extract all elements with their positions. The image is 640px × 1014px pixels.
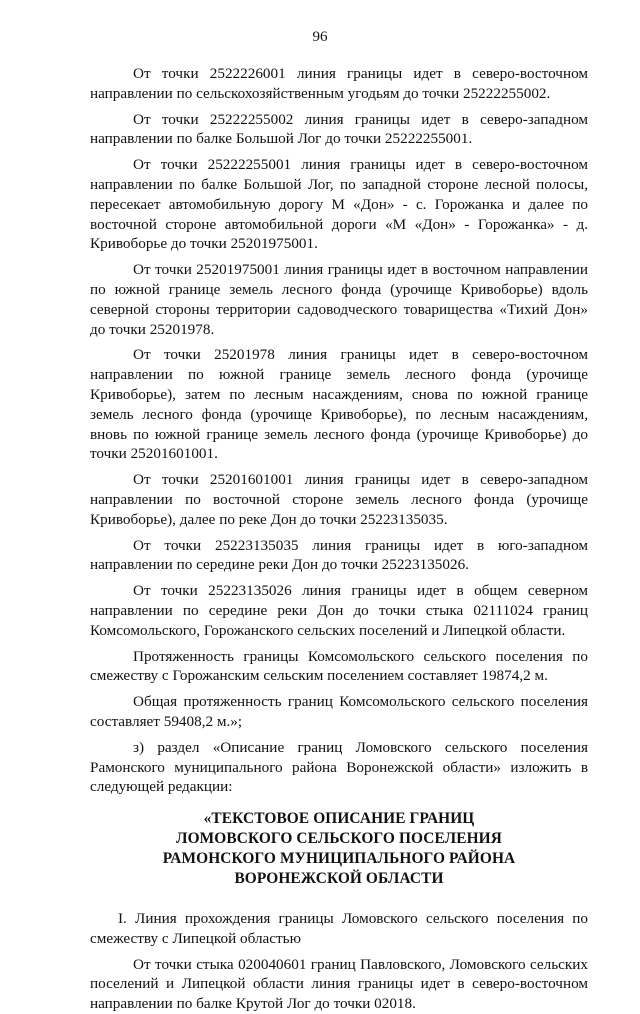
paragraph: Общая протяженность границ Комсомольского сельского поселения составляет 59408,2 м.»; [90, 693, 588, 730]
page-number: 96 [312, 29, 328, 45]
section-heading [90, 809, 588, 889]
heading-line: ЛОМОВСКОГО СЕЛЬСКОГО ПОСЕЛЕНИЯ [176, 830, 502, 848]
paragraph: От точки 25201975001 линия границы идет в восточном направлении по южной границе земель лесного фонда (урочище Кривоборье) вдоль северной стороны территории садоводческого товарищества «Тихий Дон» до точки 25201978. [90, 261, 588, 338]
paragraph: От точки стыка 020040601 границ Павловского, Ломовского сельских поселений и Липецкой области линия границы идет в северо-восточном направлении по балке Крутой Лог до точки 02018. [90, 955, 588, 1013]
paragraph: От точки 2522226001 линия границы идет в северо-восточном направлении по сельскохозяйственным угодьям до точки 25222255002. [90, 65, 588, 102]
paragraph: От точки 25222255002 линия границы идет в северо-западном направлении по балке Большой Лог до точки 25222255001. [90, 110, 588, 148]
heading-line: ВОРОНЕЖСКОЙ ОБЛАСТИ [234, 870, 444, 888]
paragraph: От точки 25223135035 линия границы идет в юго-западном направлении по середине реки Дон до точки 25223135026. [90, 536, 588, 574]
paragraph: з) раздел «Описание границ Ломовского сельского поселения Рамонского муниципального района Воронежской области» изложить в следующей редакции: [90, 738, 588, 796]
paragraph: Протяженность границы Комсомольского сельского поселения по смежеству с Горожанским сельским поселением составляет 19874,2 м. [90, 647, 588, 685]
paragraph: От точки 25223135026 линия границы идет в общем северном направлении по середине реки Дон до точки стыка 02111024 границ Комсомольского, Горожанского сельских поселений и Липецкой области. [90, 582, 588, 639]
subsection-title: I. Линия прохождения границы Ломовского сельского поселения по смежеству с Липецкой областью [90, 910, 588, 947]
paragraph: От точки 25201601001 линия границы идет в северо-западном направлении по восточной стороне земель лесного фонда (урочище Кривоборье), далее по реке Дон до точки 25223135035. [90, 471, 588, 528]
document-body [90, 64, 588, 1014]
heading-line: РАМОНСКОГО МУНИЦИПАЛЬНОГО РАЙОНА [162, 850, 516, 868]
paragraph: От точки 25201978 линия границы идет в северо-восточном направлении по южной границе земель лесного фонда (урочище Кривоборье), затем по лесным насаждениям, снова по южной границе земель лесного фонда (урочище Кривоборье), по лесным насаждениям, вновь по южной границе земель лесного фонда (урочище Кривоборье) до точки 25201601001. [90, 346, 588, 463]
paragraph: От точки 25222255001 линия границы идет в северо-восточном направлении по балке Большой Лог, по западной стороне лесной полосы, пересекает автомобильную дорогу М «Дон» - с. Горожанка и далее по восточной стороне автомобильной дороги «М «Дон» - Горожанка» - д. Кривоборье до точки 25201975001. [90, 156, 588, 253]
heading-line: «ТЕКСТОВОЕ ОПИСАНИЕ ГРАНИЦ [203, 810, 475, 828]
